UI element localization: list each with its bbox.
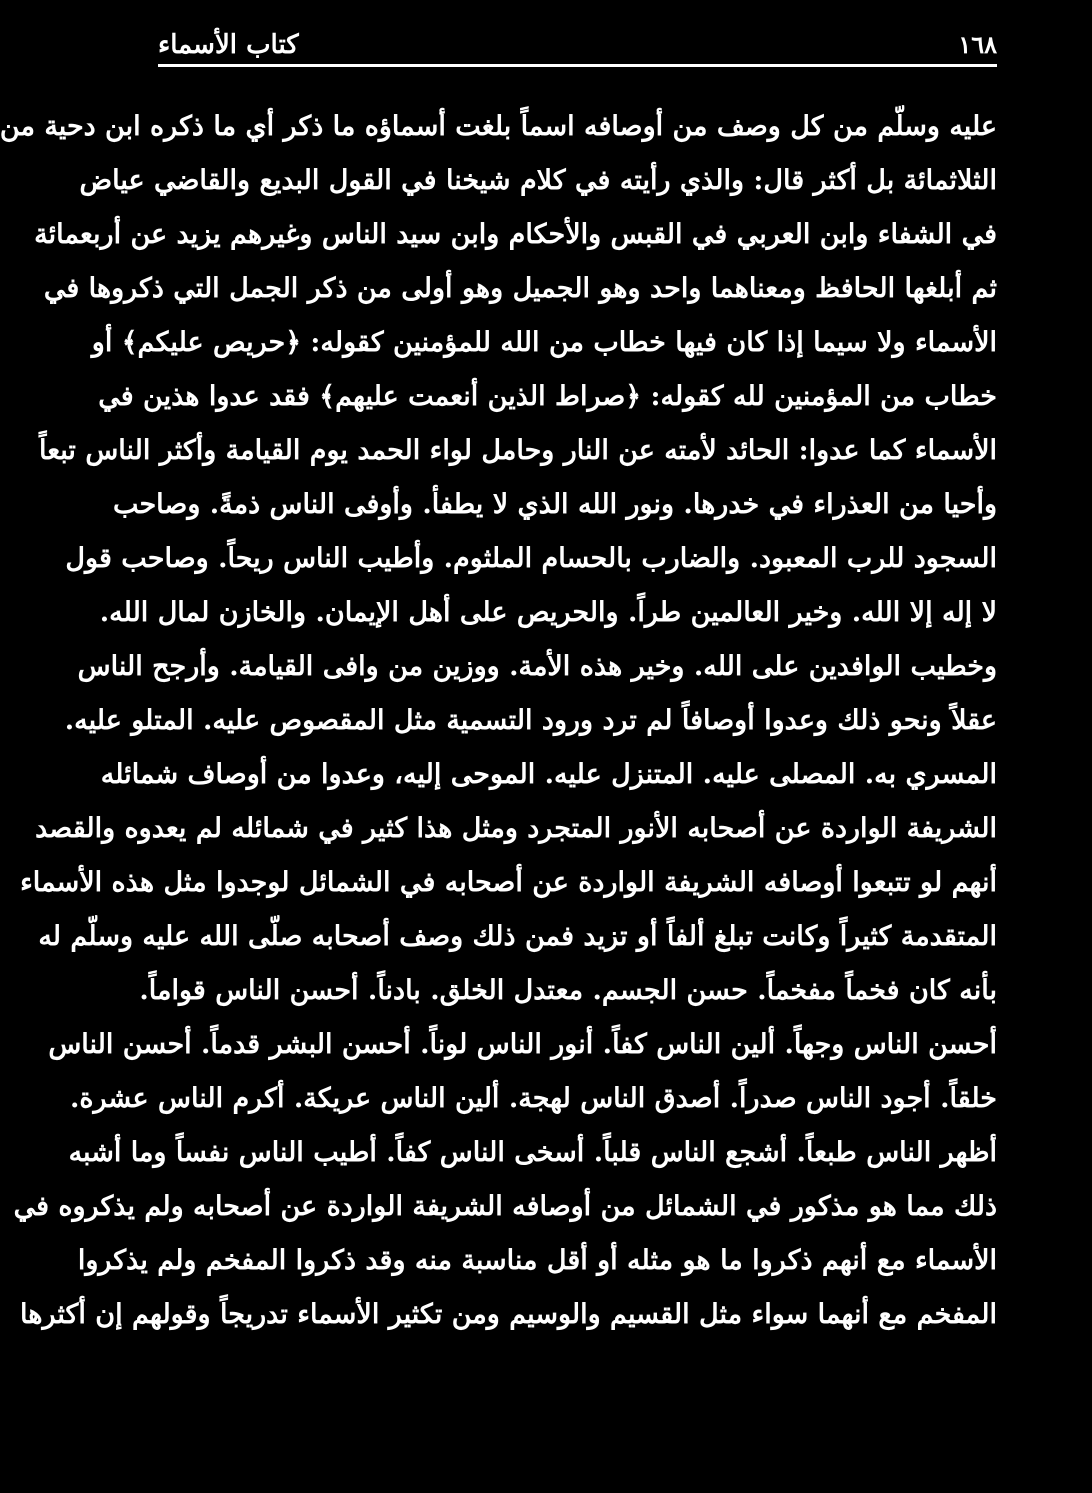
text-line: وخطيب الوافدين على الله. وخير هذه الأمة. ووزين من وافى القيامة. وأرجح الناس: [77, 651, 997, 682]
running-header: [158, 24, 997, 64]
text-line: ثم أبلغها الحافظ ومعناهما واحد وهو الجميل وهو أولى من ذكر الجمل التي ذكروها في: [43, 273, 997, 304]
text-line: أنهم لو تتبعوا أوصافه الشريفة الواردة عن أصحابه في الشمائل لوجدوا مثل هذه الأسماء: [20, 867, 997, 898]
text-line: الأسماء ولا سيما إذا كان فيها خطاب من الله للمؤمنين كقوله: ﴿حريص عليكم﴾ أو: [91, 327, 997, 358]
page-number: ١٦٨: [958, 30, 997, 59]
text-line: المتقدمة كثيراً وكانت تبلغ ألفاً أو تزيد فمن ذلك وصف أصحابه صلّى الله عليه وسلّم له: [38, 921, 997, 952]
text-line: الأسماء مع أنهم ذكروا ما هو مثله أو أقل مناسبة منه وقد ذكروا المفخم ولم يذكروا: [77, 1245, 997, 1276]
text-line: السجود للرب المعبود. والضارب بالحسام الملثوم. وأطيب الناس ريحاً. وصاحب قول: [65, 543, 997, 574]
text-line: لا إله إلا الله. وخير العالمين طراً. والحريص على أهل الإيمان. والخازن لمال الله.: [99, 597, 997, 628]
text-line: المسري به. المصلى عليه. المتنزل عليه. الموحى إليه، وعدوا من أوصاف شمائله: [100, 759, 997, 790]
text-line: أظهر الناس طبعاً. أشجع الناس قلباً. أسخى الناس كفاً. أطيب الناس نفساً وما أشبه: [68, 1137, 997, 1168]
text-line: خلقاً. أجود الناس صدراً. أصدق الناس لهجة. ألين الناس عريكة. أكرم الناس عشرة.: [69, 1083, 997, 1114]
text-line: عقلاً ونحو ذلك وعدوا أوصافاً لم ترد ورود التسمية مثل المقصوص عليه. المتلو عليه.: [64, 705, 997, 736]
text-line: عليه وسلّم من كل وصف من أوصافه اسماً بلغت أسماؤه ما ذكر أي ما ذكره ابن دحية من: [0, 111, 997, 142]
book-title: كتاب الأسماء: [158, 30, 299, 60]
body-text: [0, 100, 997, 1342]
text-line: الأسماء كما عدوا: الحائد لأمته عن النار وحامل لواء الحمد يوم القيامة وأكثر الناس تبعاً: [39, 435, 997, 466]
text-line: أحسن الناس وجهاً. ألين الناس كفاً. أنور الناس لوناً. أحسن البشر قدماً. أحسن الناس: [48, 1029, 997, 1060]
header-rule: [158, 64, 997, 67]
text-line: بأنه كان فخماً مفخماً. حسن الجسم. معتدل الخلق. بادناً. أحسن الناس قواماً.: [139, 975, 997, 1006]
text-line: خطاب من المؤمنين لله كقوله: ﴿صراط الذين أنعمت عليهم﴾ فقد عدوا هذين في: [98, 381, 997, 412]
text-line: ذلك مما هو مذكور في الشمائل من أوصافه الشريفة الواردة عن أصحابه ولم يذكروه في: [13, 1191, 997, 1222]
text-line: في الشفاء وابن العربي في القبس والأحكام وابن سيد الناس وغيرهم يزيد عن أربعمائة: [34, 219, 997, 250]
text-line: وأحيا من العذراء في خدرها. ونور الله الذي لا يطفأ. وأوفى الناس ذمةً. وصاحب: [112, 489, 997, 520]
text-line: الشريفة الواردة عن أصحابه الأنور المتجرد ومثل هذا كثير في شمائله لم يعدوه والقصد: [35, 813, 997, 844]
text-line: الثلاثمائة بل أكثر قال: والذي رأيته في كلام شيخنا في القول البديع والقاضي عياض: [79, 165, 997, 196]
text-line: المفخم مع أنهما سواء مثل القسيم والوسيم ومن تكثير الأسماء تدريجاً وقولهم إن أكثرها: [20, 1299, 997, 1330]
